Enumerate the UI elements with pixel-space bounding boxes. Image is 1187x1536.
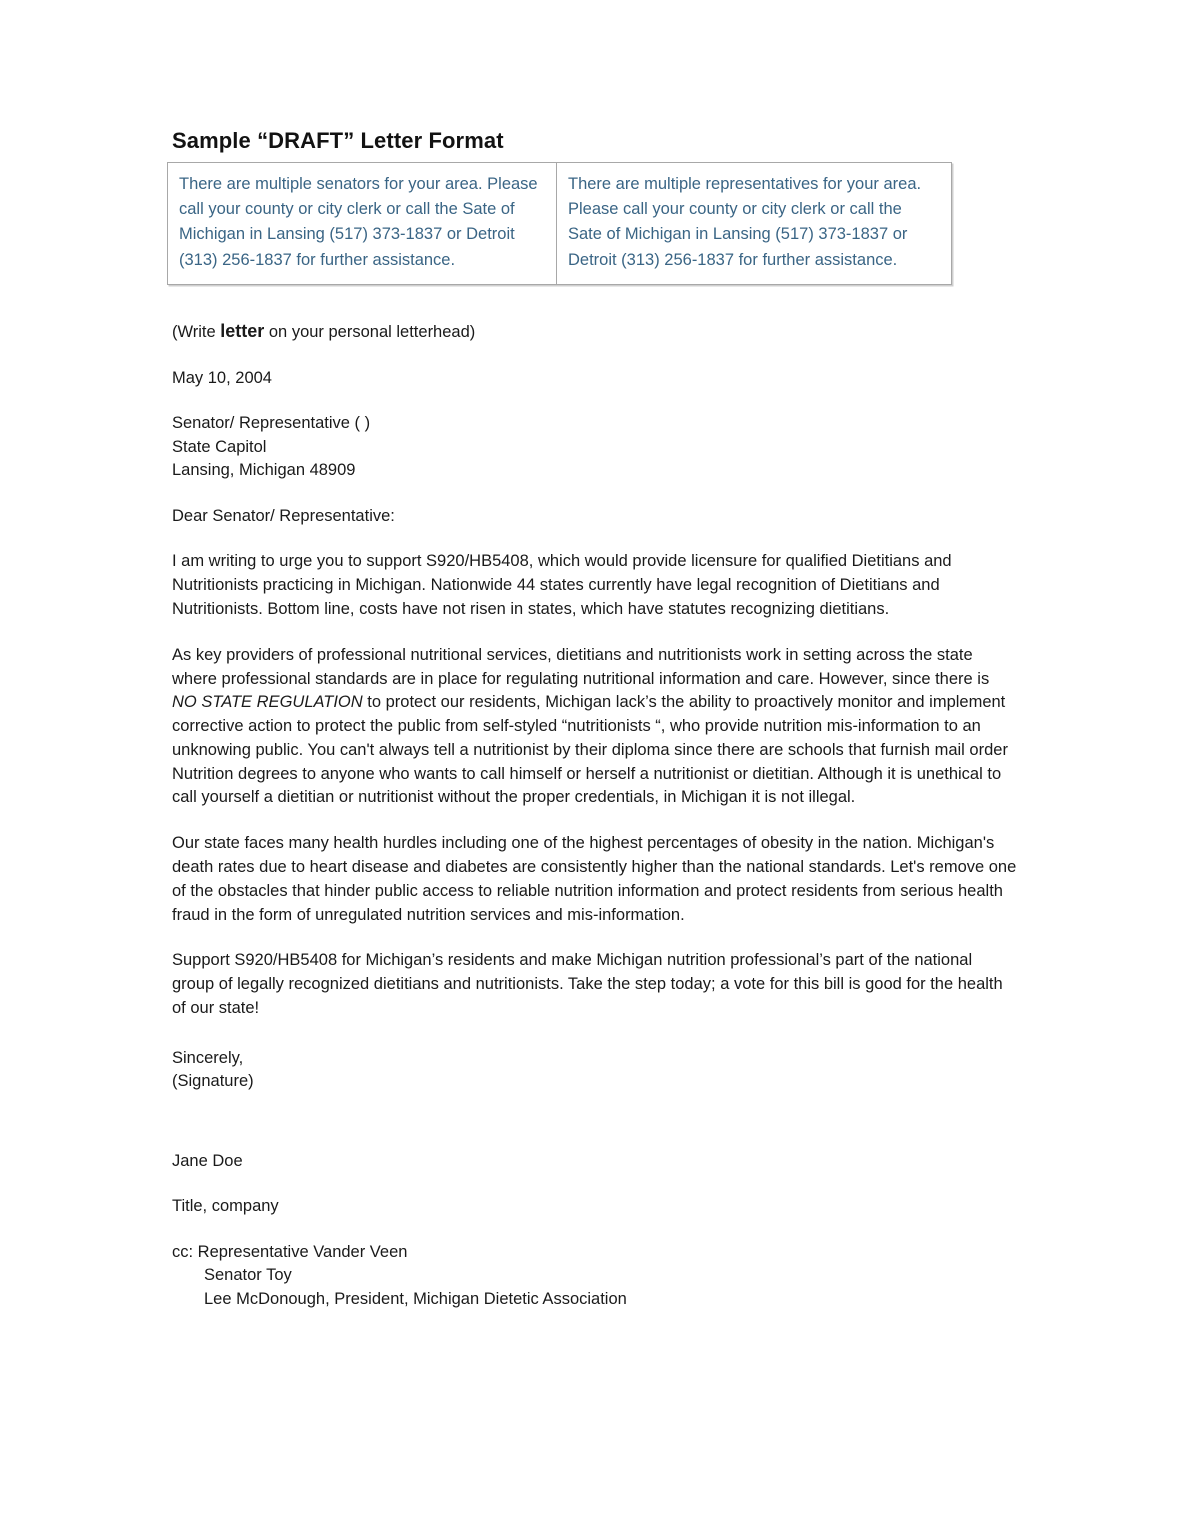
letterhead-instruction bbox=[172, 318, 1032, 345]
letterhead-prefix: (Write bbox=[172, 322, 221, 341]
closing-sincerely: Sincerely, bbox=[172, 1048, 244, 1067]
representatives-info-cell: There are multiple representatives for your area. Please call your county or city clerk or call the Sate of Michigan in Lansing (517) 373-1837 or Detroit (313) 256-1837 for further assistance. bbox=[557, 162, 952, 284]
body-paragraph-1: I am writing to urge you to support S920/HB5408, which would provide licensure for qualified Dietitians and Nutritionists practicing in Michigan. Nationwide 44 states currently have legal recognition of Dietitians and Nutritionists. Bottom line, costs have not risen in states, which have statutes recognizing dietitians. bbox=[172, 552, 952, 618]
paragraph-2-tail: to protect our residents, Michigan lack’s the ability to proactively monitor and implement corrective action to protect the public from self-styled “nutritionists “, who provide nutrition mis-information to an unknowing public. You can't always tell a nutritionist by their diploma since there are schools that furnish mail order Nutrition degrees to anyone who wants to call himself or herself a nutritionist or dietitian. Although it is unethical to call yourself a dietitian or nutritionist without the proper credentials, in Michigan it is not illegal. bbox=[172, 693, 1008, 807]
cc-line-2: Senator Toy bbox=[204, 1266, 292, 1285]
body-paragraph-2 bbox=[172, 644, 1017, 811]
no-state-regulation-emphasis: NO STATE REGULATION bbox=[172, 693, 363, 712]
salutation: Dear Senator/ Representative: bbox=[172, 506, 395, 525]
closing-signature-placeholder: (Signature) bbox=[172, 1072, 254, 1091]
cc-line-3: Lee McDonough, President, Michigan Dietetic Association bbox=[204, 1289, 627, 1308]
recipient-line-1: Senator/ Representative ( ) bbox=[172, 414, 371, 433]
recipient-address bbox=[172, 412, 1032, 483]
sender-title: Title, company bbox=[172, 1197, 279, 1216]
recipient-line-2: State Capitol bbox=[172, 437, 267, 456]
sender-name: Jane Doe bbox=[172, 1151, 243, 1170]
paragraph-2-lead: As key providers of professional nutritional services, dietitians and nutritionists work in setting across the state where professional standards are in place for regulating nutritional information and care. However, since there is bbox=[172, 645, 990, 688]
contact-info-table bbox=[167, 162, 952, 285]
body-paragraph-3: Our state faces many health hurdles including one of the highest percentages of obesity in the nation. Michigan's death rates due to heart disease and diabetes are consistently higher than the national standards. Let's remove one of the obstacles that hinder public access to reliable nutrition information and protect residents from serious health fraud in the form of unregulated nutrition services and mis-information. bbox=[172, 834, 1017, 924]
carbon-copy-list bbox=[172, 1241, 1032, 1312]
letterhead-suffix: on your personal letterhead) bbox=[264, 322, 476, 341]
table-row bbox=[168, 162, 952, 284]
page-title: Sample “DRAFT” Letter Format bbox=[172, 128, 504, 153]
body-paragraph-4: Support S920/HB5408 for Michigan’s residents and make Michigan nutrition professional’s part of the national group of legally recognized dietitians and nutritionists. Take the step today; a vote for this bill is good for the health of our state! bbox=[172, 951, 1003, 1018]
closing-block bbox=[172, 1047, 1032, 1094]
letter-date: May 10, 2004 bbox=[172, 368, 272, 387]
cc-line-1: cc: Representative Vander Veen bbox=[172, 1242, 408, 1261]
document-content bbox=[172, 128, 1032, 1311]
senators-info-cell: There are multiple senators for your area. Please call your county or city clerk or call the Sate of Michigan in Lansing (517) 373-1837 or Detroit (313) 256-1837 for further assistance. bbox=[168, 162, 557, 284]
recipient-line-3: Lansing, Michigan 48909 bbox=[172, 461, 356, 480]
letterhead-emphasis: letter bbox=[220, 320, 265, 341]
